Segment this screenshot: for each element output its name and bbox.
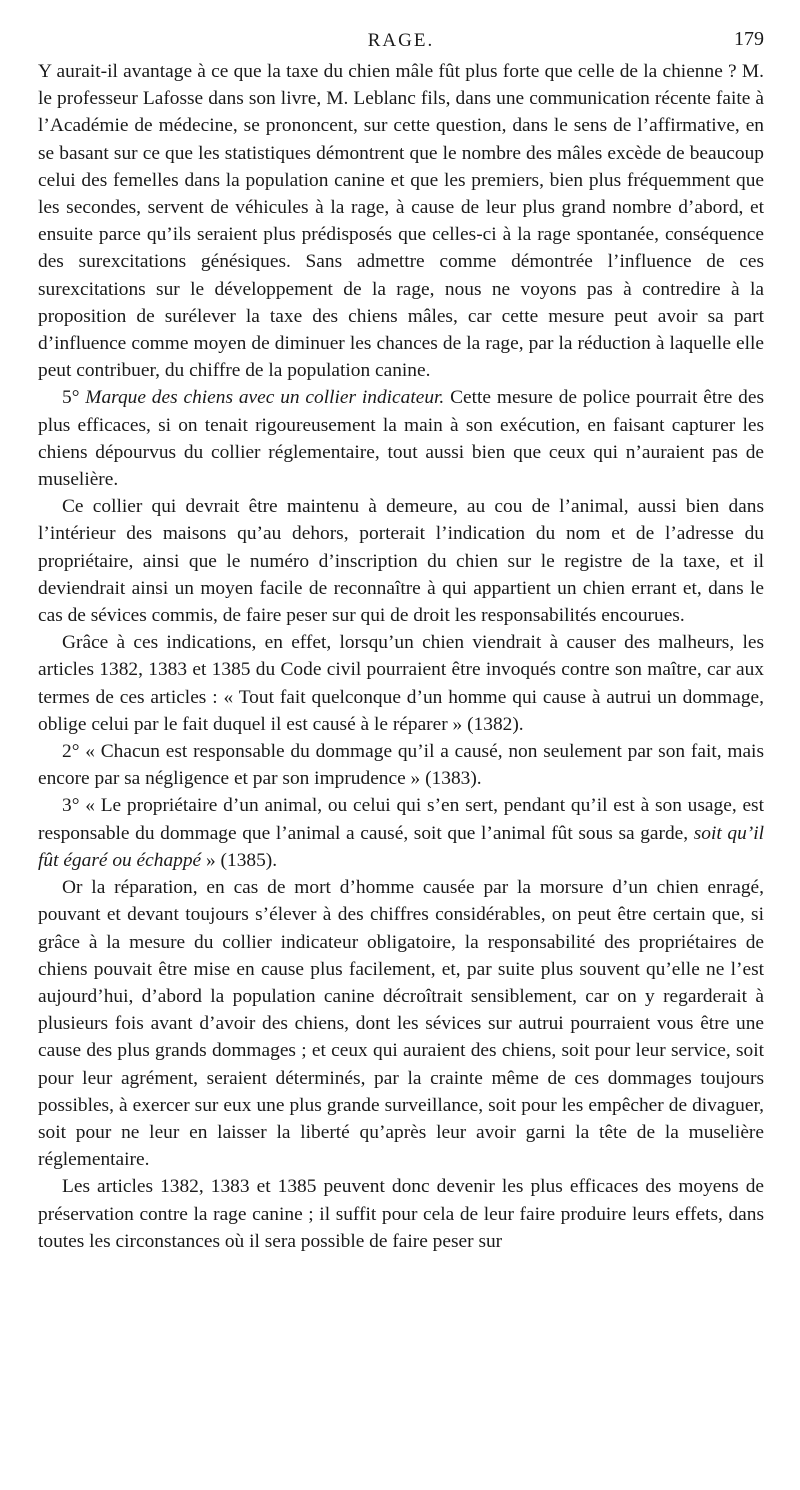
section-heading: Marque des chiens avec un collier indicateur. [85,387,445,409]
paragraph-collar-measure-text: Cette mesure de police pourrait être des plus efficaces, si on tenait rigoureusement la main à son exécution, en faisant capturer les chiens dépourvus du collier réglementaire, tout aussi bien que ceux qui n’auraient pas de muselière. [38,387,764,491]
paragraph-collar-description: Ce collier qui devrait être maintenu à demeure, au cou de l’animal, aussi bien dans l’intérieur des maisons qu’au dehors, porterait l’indication du nom et de l’adresse du propriétaire, ainsi que le numéro d’inscription du chien sur le registre de la taxe, et il deviendrait ainsi un moyen facile de reconnaître à qui appartient un chien errant et, dans le cas de sévices commis, de faire peser sur qui de droit les responsabilités encourues. [38,496,764,627]
paragraph-article-1385-italic: soit qu’il fût égaré ou échappé [38,822,764,871]
paragraph-civil-code: Grâce à ces indications, en effet, lorsqu’un chien viendrait à causer des malheurs, les articles 1382, 1383 et 1385 du Code civil pourraient être invoqués contre son maître, car aux termes de ces articles : « Tout fait quelconque d’un homme qui cause à autrui un dommage, oblige celui par le fait duquel il est causé à le réparer » (1382). [38,632,764,735]
paragraph-reparation: Or la réparation, en cas de mort d’homme causée par la morsure d’un chien enragé, pouvant et devant toujours s’élever à des chiffres considérables, on peut être certain que, si grâce à la mesure du collier indicateur obligatoire, la responsabilité des propriétaires de chiens pouvait être mise en cause plus facilement, et, par suite plus souvent qu’elle ne l’est aujourd’hui, d’abord la population canine décroîtrait sensiblement, car on y regarderait à plusieurs fois avant d’avoir des chiens, dont les sévices sur autrui pourraient vous être une cause des plus grands dommages ; et ceux qui auraient des chiens, soit pour leur service, soit pour leur agrément, seraient déterminés, par la crainte même de ces dommages toujours possibles, à exercer sur eux une plus grande surveillance, soit pour les empêcher de divaguer, soit pour ne leur en laisser la liberté qu’après leur avoir garni la tête de la muselière réglementaire. [38,877,764,1171]
body-text [38,58,764,1255]
paragraph-article-1385 [38,792,764,874]
page-number: 179 [734,28,764,50]
paragraph-article-1385-end: » (1385). [201,849,278,871]
paragraph-conclusion: Les articles 1382, 1383 et 1385 peuvent donc devenir les plus efficaces des moyens de préservation contre la rage canine ; il suffit pour cela de leur faire produire leurs effets, dans toutes les circonstances où il sera possible de faire peser sur [38,1176,764,1252]
paragraph-article-1385-lead: 3° « Le propriétaire d’un animal, ou celui qui s’en sert, pendant qu’il est à son usage, est responsable du dommage que l’animal a causé, soit que l’animal fût sous sa garde, [38,795,764,844]
running-head [38,0,764,58]
running-title: RAGE. [367,30,435,51]
paragraph-dog-tax: Y aurait-il avantage à ce que la taxe du chien mâle fût plus forte que celle de la chienne ? M. le professeur Lafosse dans son livre, M. Leblanc fils, dans une communication récente faite à l’Académie de médecine, se prononcent, sur cette question, dans le sens de l’affirmative, en se basant sur ce que les statistiques démontrent que le nombre des mâles excède de beaucoup celui des femelles dans la population canine et que les premiers, bien plus fréquemment que les secondes, servent de véhicules à la rage, à cause de leur plus grand nombre d’abord, et ensuite parce qu’ils seraient plus prédisposés que celles-ci à la rage spontanée, conséquence des surexcitations génésiques. Sans admettre comme démontrée l’influence de ces surexcitations sur le développement de la rage, nous ne voyons pas à contredire à la proposition de surélever la taxe des chiens mâles, car cette mesure peut avoir sa part d’influence comme moyen de diminuer les chances de la rage, par la réduction à laquelle elle peut contribuer, du chiffre de la population canine. [38,61,764,382]
paragraph-collar-measure [38,384,764,493]
section-number: 5° [62,387,86,409]
paragraph-article-1383: 2° « Chacun est responsable du dommage qu’il a causé, non seulement par son fait, mais encore par sa négligence et par son imprudence » (1383). [38,741,764,790]
book-page [38,0,764,1255]
